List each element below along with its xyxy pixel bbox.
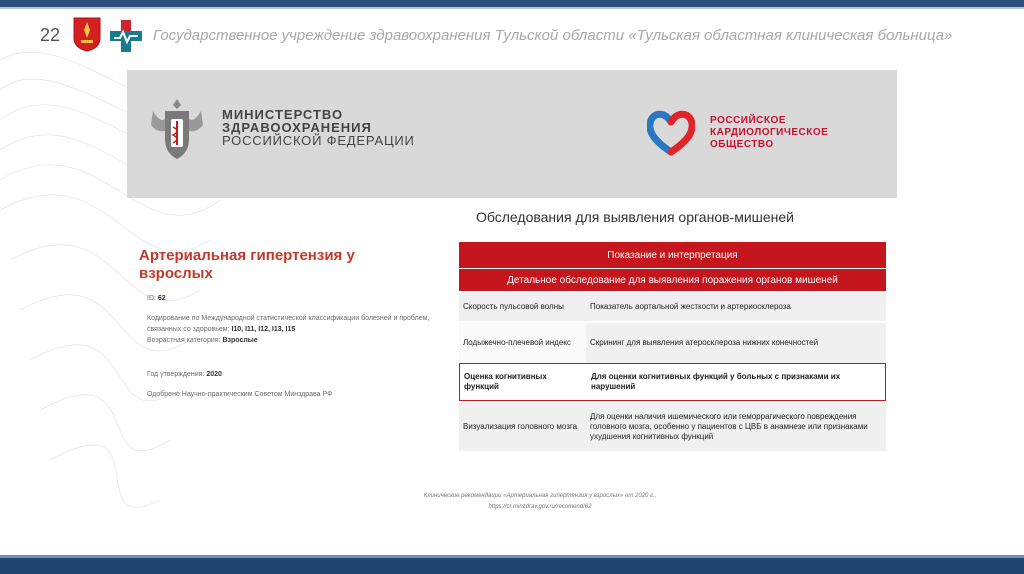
bottom-bar: [0, 555, 1024, 574]
table-subheader: Детальное обследование для выявления поражения органов мишеней: [459, 268, 886, 291]
age-value: Взрослые: [222, 337, 258, 344]
year-value: 2020: [206, 371, 222, 378]
ministry-line3: РОССИЙСКОЙ ФЕДЕРАЦИИ: [222, 133, 415, 148]
table-row: [459, 321, 886, 363]
guideline-year: [147, 369, 222, 380]
guideline-id: [147, 293, 166, 304]
test-cell: Визуализация головного мозга: [463, 422, 578, 431]
ministry-eagle-icon: [147, 95, 207, 163]
table-header: Показание и интерпретация: [459, 242, 886, 268]
year-label: Год утверждения:: [147, 371, 205, 378]
footnote-link[interactable]: https://cr.minzdrav.gov.ru/recomend/62: [488, 504, 592, 510]
id-value: 62: [157, 295, 166, 302]
ministry-name: [222, 108, 415, 147]
society-line1: РОССИЙСКОЕ: [710, 115, 786, 126]
coding-text: Кодирование по Международной статистической классификации болезней и проблем, связанных со здоровьем:: [147, 315, 430, 333]
interpretation-cell: Показатель аортальной жесткости и артериосклероза: [590, 302, 791, 311]
cardiology-society-heart-icon: [647, 110, 695, 156]
test-cell: Оценка когнитивных функций: [464, 372, 547, 391]
test-cell: Скорость пульсовой волны: [463, 302, 564, 311]
society-line3: ОБЩЕСТВО: [710, 139, 774, 150]
medical-cross-icon: [108, 18, 144, 54]
society-line2: КАРДИОЛОГИЧЕСКОЕ: [710, 127, 829, 138]
source-footnote: [380, 491, 700, 513]
interpretation-cell: Для оценки наличия ишемического или геморрагического повреждения головного мозга, особенно у пациентов с ЦВБ в анамнезе или признаками ухудшения когнитивных функций: [590, 412, 868, 441]
table-row: [459, 401, 886, 451]
id-label: ID:: [147, 295, 156, 302]
interpretation-cell: Скрининг для выявления атеросклероза нижних конечностей: [586, 323, 886, 363]
interpretation-cell: Для оценки когнитивных функций у больных с признаками их нарушений: [591, 372, 841, 391]
guideline-approved: Одобрено Научно-практическим Советом Минздрава РФ: [147, 391, 333, 398]
ministry-line2: ЗДРАВООХРАНЕНИЯ: [222, 120, 372, 135]
slide-number: 22: [40, 25, 61, 45]
institution-title: Государственное учреждение здравоохранения Тульской области «Тульская областная клиническая больница»: [153, 27, 953, 44]
footnote-line1: Клинические рекомендации «Артериальная гипертензия у взрослых» от 2020 г.,: [423, 493, 657, 499]
guideline-title: Артериальная гипертензия у взрослых: [139, 247, 355, 282]
guideline-coding: [147, 313, 437, 346]
table-row: [459, 291, 886, 321]
ministry-line1: МИНИСТЕРСТВО: [222, 107, 344, 122]
logo-banner: [127, 70, 897, 198]
examinations-table: [459, 242, 886, 451]
section-title: Обследования для выявления органов-мишеней: [476, 209, 795, 225]
coding-codes: I10, I11, I12, I13, I15: [231, 326, 296, 333]
age-label: Возрастная категория:: [147, 337, 221, 344]
tula-coat-of-arms-icon: [72, 16, 102, 52]
table-row-highlighted: [459, 363, 886, 401]
test-cell: Лодыжечно-плечевой индекс: [463, 338, 571, 347]
society-name: [710, 115, 828, 151]
